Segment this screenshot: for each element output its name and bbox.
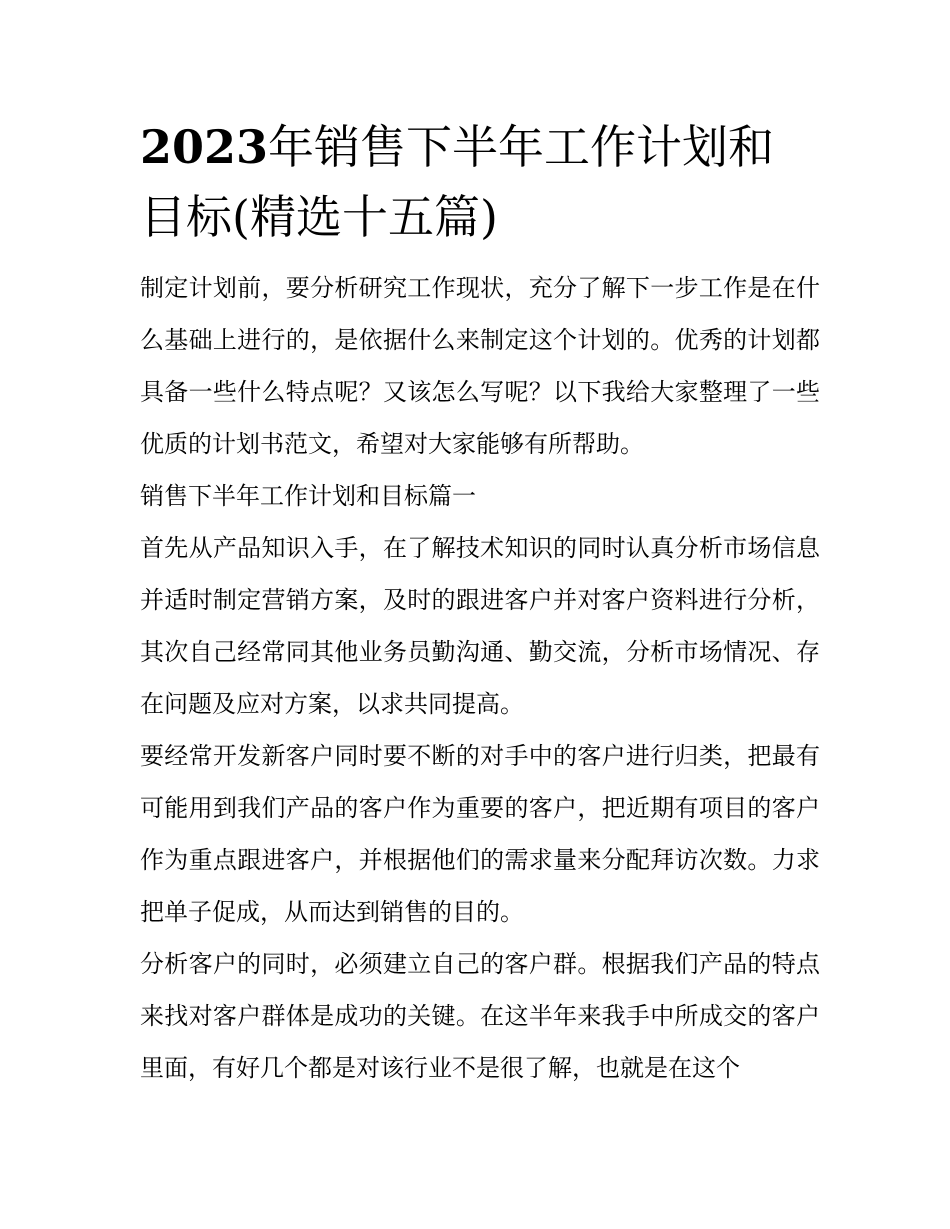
document-title (140, 112, 820, 252)
body-paragraph: 首先从产品知识入手，在了解技术知识的同时认真分析市场信息并适时制定营销方案，及时的跟进客户并对客户资料进行分析，其次自己经常同其他业务员勤沟通、勤交流，分析市场情况、存在问题及应对方案，以求共同提高。 (140, 534, 820, 718)
body-paragraph: 要经常开发新客户同时要不断的对手中的客户进行归类，把最有可能用到我们产品的客户作为重要的客户，把近期有项目的客户作为重点跟进客户，并根据他们的需求量来分配拜访次数。力求把单子促成，从而达到销售的目的。 (140, 742, 820, 926)
body-paragraph: 分析客户的同时，必须建立自己的客户群。根据我们产品的特点来找对客户群体是成功的关键。在这半年来我手中所成交的客户里面，有好几个都是对该行业不是很了解，也就是在这个 (140, 950, 820, 1082)
title-year: 2023 (140, 120, 269, 174)
section-heading: 销售下半年工作计划和目标篇一 (140, 482, 476, 510)
intro-paragraph: 制定计划前，要分析研究工作现状，充分了解下一步工作是在什么基础上进行的，是依据什么来制定这个计划的。优秀的计划都具备一些什么特点呢？又该怎么写呢？以下我给大家整理了一些优质的计划书范文，希望对大家能够有所帮助。 (140, 274, 820, 458)
title-text: 年销售下半年工作计划和目标(精选十五篇) (140, 120, 775, 244)
document-body (140, 112, 820, 1094)
